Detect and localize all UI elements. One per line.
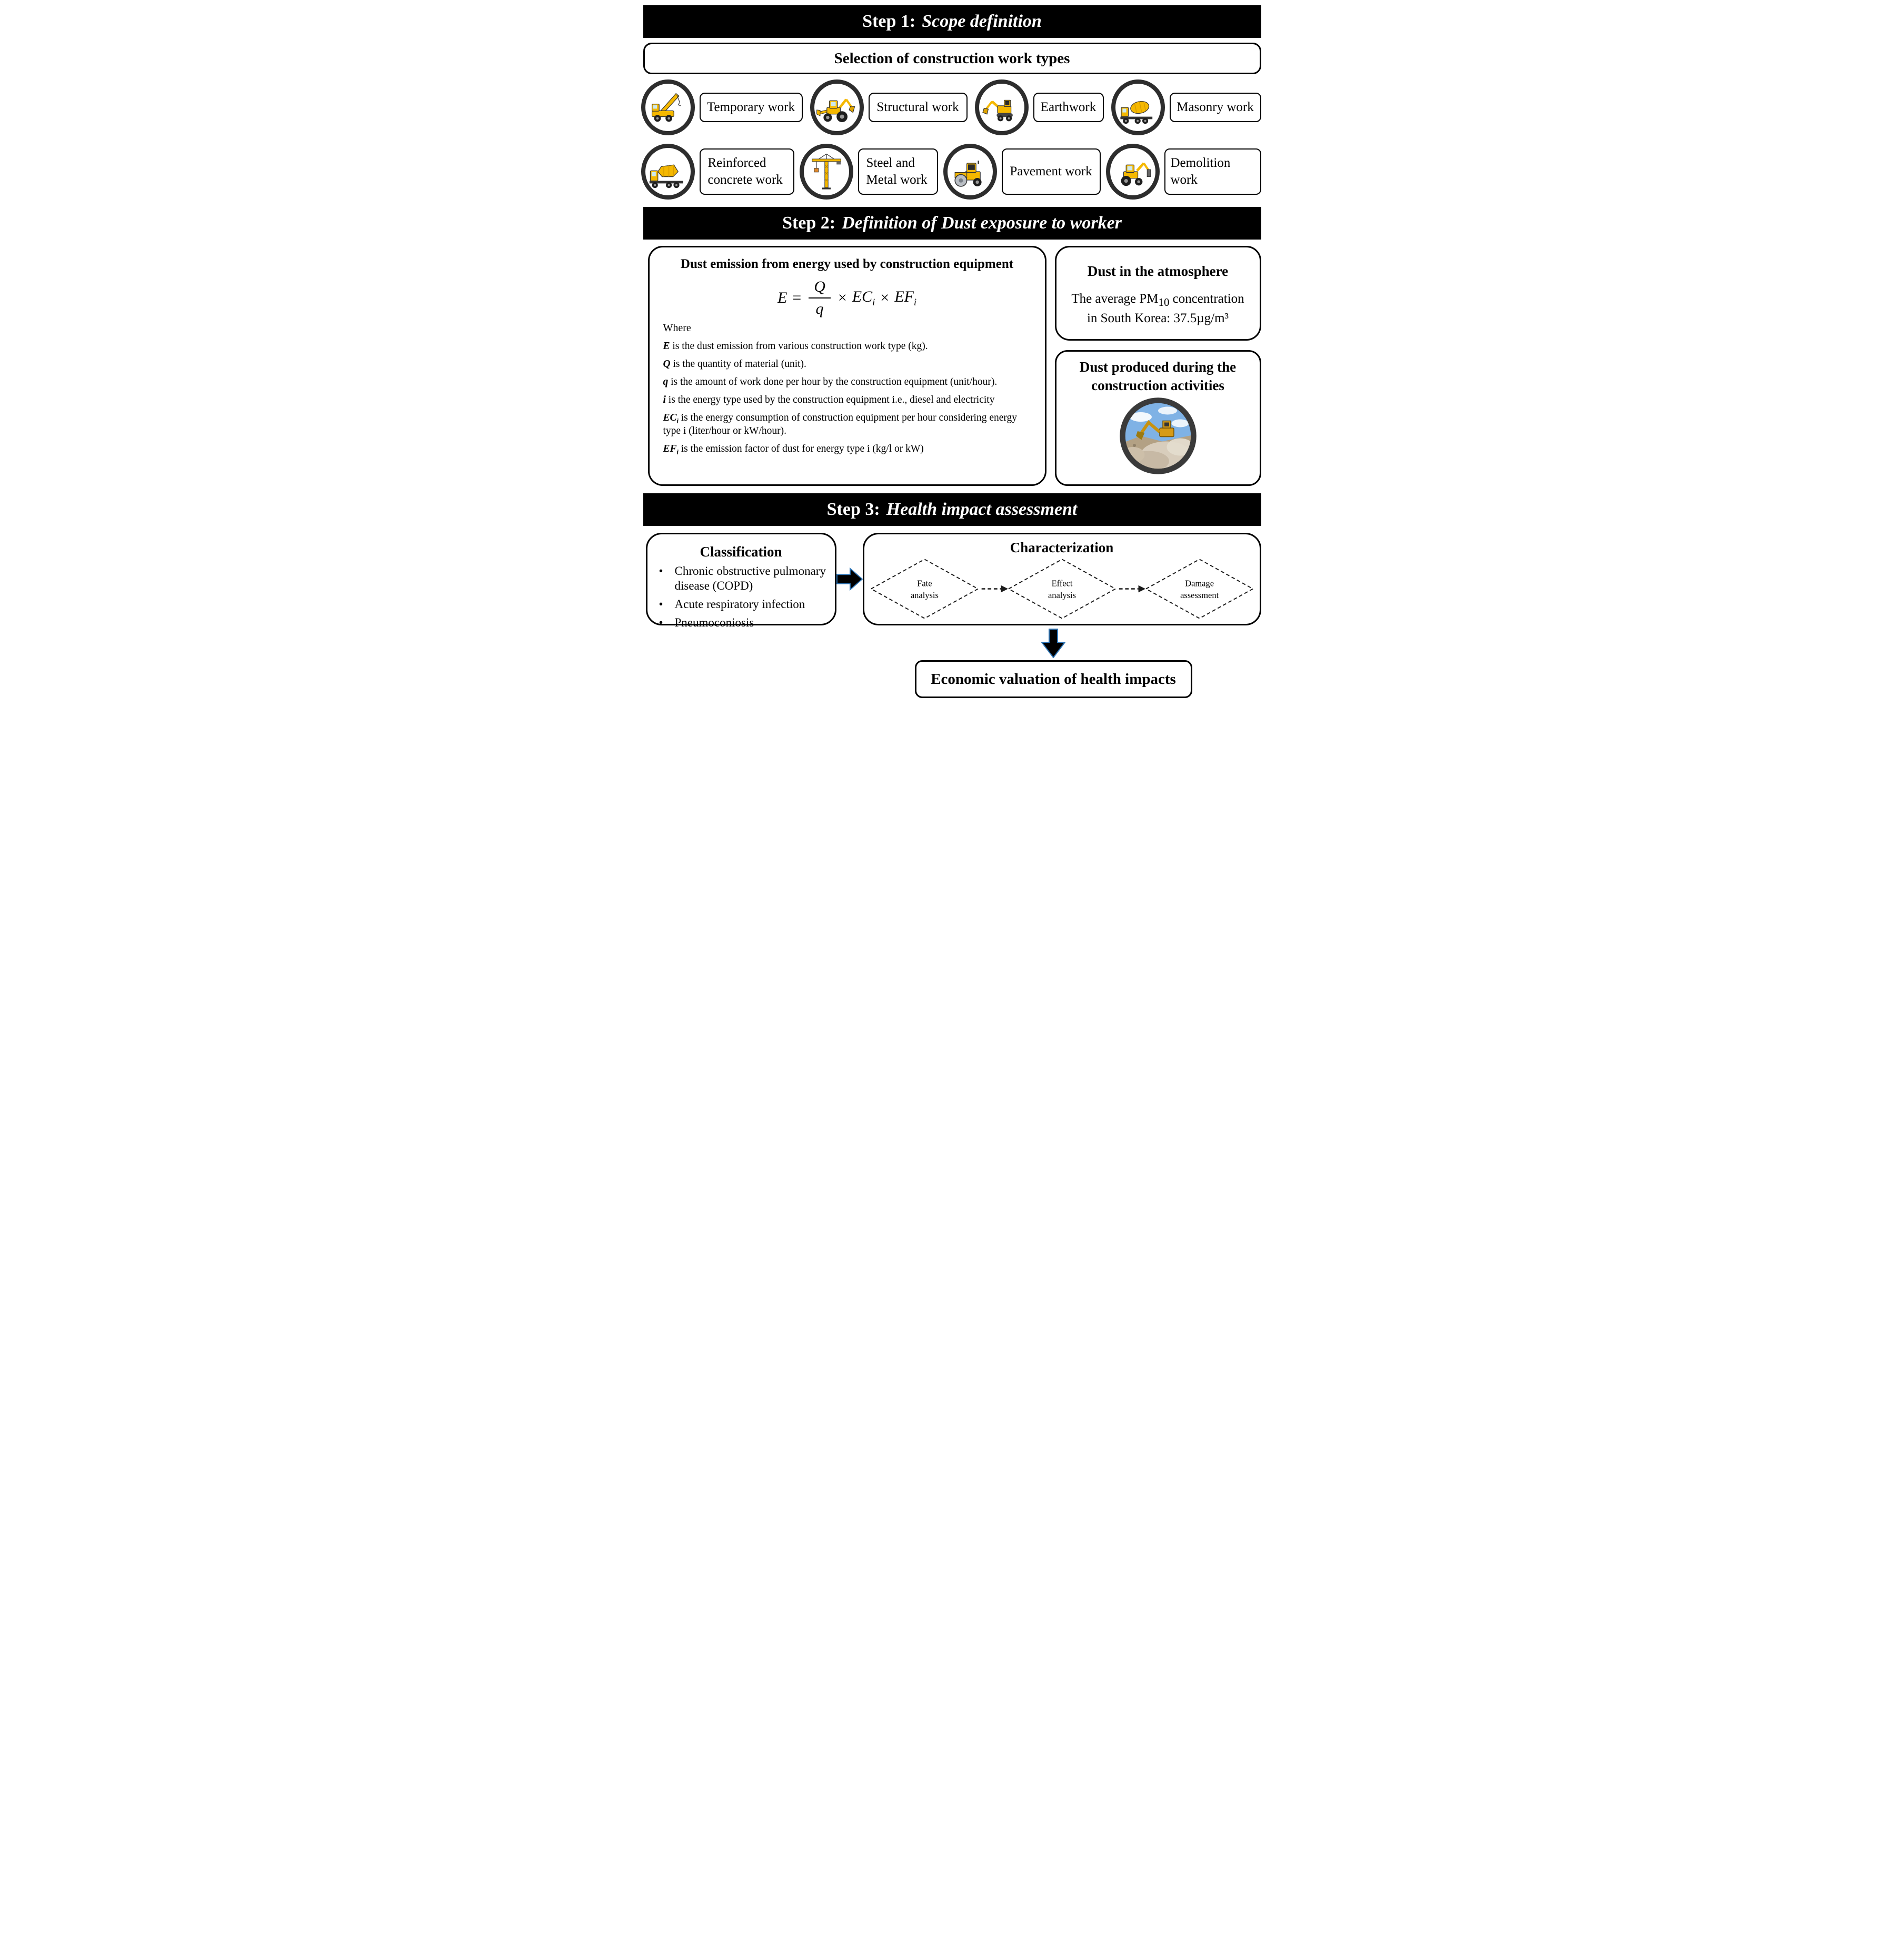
work-type-pavement (943, 144, 1101, 200)
damage-assessment-label: Damage (1184, 578, 1214, 589)
step3-prefix: Step 3: (826, 500, 880, 520)
emission-formula (663, 278, 1031, 318)
dust-atmosphere-box (1055, 246, 1261, 341)
definition-EFi: $EF_i$ is the emission factor of dust for energy type i (kg/l or kW) (663, 443, 924, 456)
step2-content (648, 246, 1261, 486)
effect-analysis-diamond (1008, 560, 1115, 619)
dust-produced-box (1055, 350, 1261, 486)
backhoe-loader-icon (810, 79, 864, 135)
step1-prefix: Step 1: (862, 12, 916, 31)
work-type-temporary (641, 79, 803, 135)
formula-numerator: Q (809, 278, 831, 299)
characterization-title: Characterization (1010, 540, 1114, 556)
definition-q: q is the amount of work done per hour by the construction equipment (unit/hour). (663, 376, 998, 387)
concrete-mixer-icon (641, 144, 695, 200)
work-type-label: Temporary work (700, 93, 803, 122)
definition-i: i is the energy type used by the construction equipment i.e., diesel and electricity (663, 394, 995, 405)
step1-title: Scope definition (922, 12, 1042, 31)
dust-emission-formula-box (648, 246, 1046, 486)
excavator-icon (975, 79, 1029, 135)
work-type-label: Structural work (869, 93, 968, 122)
step3-title: Health impact assessment (886, 500, 1078, 520)
classification-title: Classification (700, 544, 782, 560)
step2-header (643, 207, 1261, 240)
atmosphere-box-title: Dust in the atmosphere (1087, 263, 1229, 279)
step3-header (643, 493, 1261, 526)
work-type-label: Reinforced concrete work (700, 148, 794, 195)
formula-ec-term: $EC_i$ (852, 287, 875, 308)
definition-E: E is the dust emission from various construction work type (kg). (663, 341, 928, 352)
mobile-crane-icon (641, 79, 695, 135)
work-type-demolition (1106, 144, 1261, 200)
formula-box-title: Dust emission from energy used by construction equipment (680, 257, 1014, 271)
work-type-reinforced-concrete (641, 144, 794, 200)
economic-valuation-label: Economic valuation of health impacts (931, 670, 1176, 688)
step3-content (646, 533, 1261, 630)
pm10-concentration-text: The average $PM_{10}$ concentration in South Korea: 37.5µg/m³ (1071, 292, 1244, 326)
bullet-icon: • (659, 616, 663, 630)
work-type-label: Masonry work (1170, 93, 1261, 122)
formula-ef-term: $EF_i$ (894, 287, 917, 308)
svg-text:assessment: assessment (1180, 590, 1219, 601)
step2-title: Definition of Dust exposure to worker (842, 213, 1122, 233)
work-type-label: Steel and Metal work (858, 148, 938, 195)
definition-Q: Q is the quantity of material (unit). (663, 359, 806, 370)
formula-lhs: E (777, 289, 787, 306)
work-type-steel-metal (800, 144, 938, 200)
classification-box (646, 533, 836, 630)
demolition-excavator-icon (1106, 144, 1160, 200)
economic-valuation-section (915, 629, 1192, 698)
characterization-box (863, 533, 1261, 625)
right-arrow-icon (836, 533, 863, 625)
svg-text:analysis: analysis (910, 590, 939, 601)
where-label: Where (663, 322, 691, 334)
work-type-earthwork (975, 79, 1104, 135)
effect-analysis-label: Effect (1051, 578, 1072, 589)
work-type-label: Pavement work (1002, 148, 1101, 195)
fate-analysis-label: Fate (916, 578, 932, 589)
down-arrow-icon (915, 629, 1192, 659)
formula-equals: = (792, 289, 802, 306)
formula-times: × (880, 289, 890, 306)
selection-header-box (643, 43, 1261, 74)
selection-header-label: Selection of construction work types (834, 49, 1070, 67)
step2-right-column (1055, 246, 1261, 486)
dust-produced-title: Dust produced during the construction activities (1079, 359, 1237, 393)
work-types-row-2 (641, 144, 1261, 200)
svg-text:analysis: analysis (1048, 590, 1076, 601)
damage-assessment-diamond (1146, 560, 1253, 619)
definition-ECi: $EC_i$ is the energy consumption of construction equipment per hour considering energy type i (liter/hour or kW/hour). (663, 412, 1018, 436)
formula-fraction (809, 278, 831, 318)
economic-valuation-box (915, 660, 1192, 698)
mixer-truck-icon (1111, 79, 1165, 135)
formula-denominator: q (815, 300, 824, 317)
work-types-row-1 (641, 79, 1261, 135)
work-type-structural (810, 79, 968, 135)
characterization-diagram (869, 556, 1255, 622)
classification-item-pneumoconiosis: • Pneumoconiosis (655, 615, 828, 630)
road-roller-icon (943, 144, 997, 200)
classification-item-copd: • Chronic obstructive pulmonary disease (COPD) (655, 564, 828, 593)
formula-times: × (838, 289, 847, 306)
step2-prefix: Step 2: (782, 213, 836, 233)
tower-crane-icon (800, 144, 853, 200)
methodology-diagram (635, 0, 1270, 705)
work-type-label: Earthwork (1033, 93, 1104, 122)
fate-analysis-diamond (871, 560, 978, 619)
work-type-label: Demolition work (1164, 148, 1261, 195)
work-type-masonry (1111, 79, 1261, 135)
classification-item-respiratory: • Acute respiratory infection (655, 597, 828, 612)
bullet-icon: • (659, 564, 663, 578)
step1-header (643, 5, 1261, 38)
bullet-icon: • (659, 598, 663, 611)
construction-dust-photo (1064, 396, 1252, 478)
